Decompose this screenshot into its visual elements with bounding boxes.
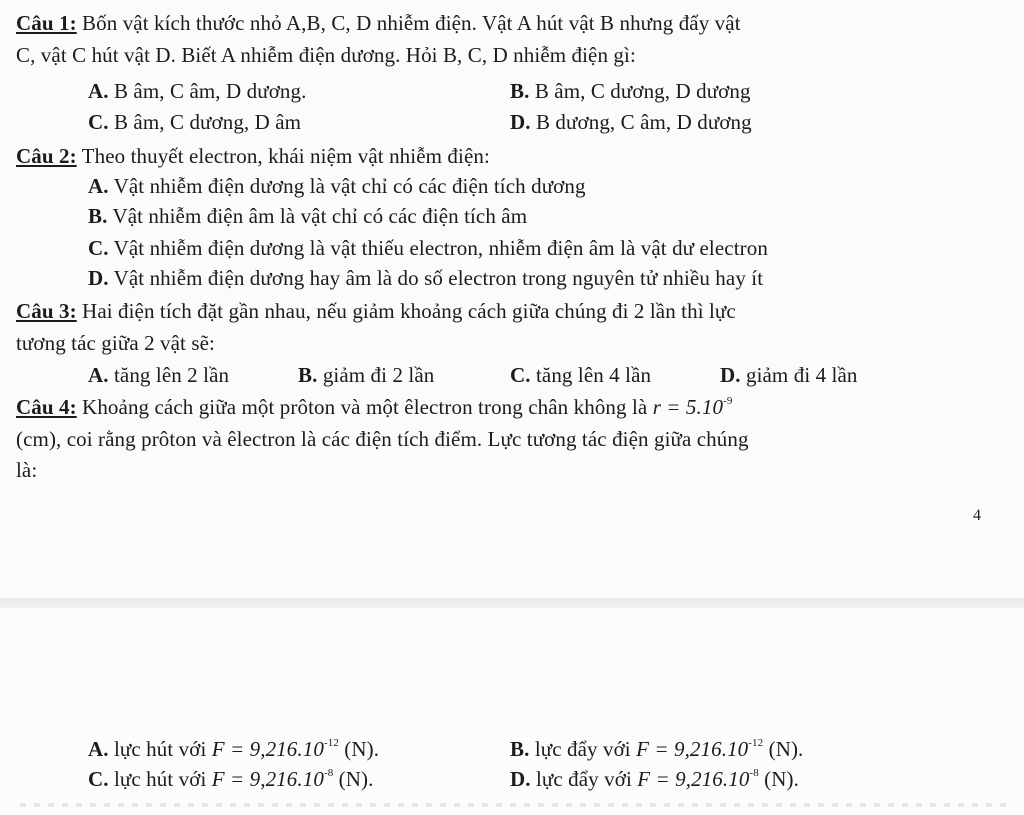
q3-option-d-label: D. xyxy=(720,363,741,387)
q1-option-c xyxy=(88,109,301,135)
q1-option-b xyxy=(510,78,751,104)
q4-option-b-label: B. xyxy=(510,737,530,761)
q1-label: Câu 1: xyxy=(16,11,77,35)
q2-option-c-text: Vật nhiễm điện dương là vật thiếu electron, nhiễm điện âm là vật dư electron xyxy=(108,236,768,260)
q3-option-c-text: tăng lên 4 lần xyxy=(530,363,652,387)
q2-option-a-label: A. xyxy=(88,174,109,198)
q1-option-d-text: B dương, C âm, D dương xyxy=(530,110,752,134)
q1-option-d xyxy=(510,109,752,135)
q3-line-1 xyxy=(16,298,736,324)
q4-line-1 xyxy=(16,394,732,420)
q4-option-b-exponent: -12 xyxy=(748,737,764,749)
q2-option-d xyxy=(88,265,763,291)
q1-line-2 xyxy=(16,42,636,68)
q4-label: Câu 4: xyxy=(16,395,77,419)
q4-option-b-unit: (N). xyxy=(763,737,804,761)
q4-option-c-text: lực hút với xyxy=(108,767,212,791)
q3-option-b xyxy=(298,362,434,388)
q4-option-b xyxy=(510,736,803,762)
q1-option-a xyxy=(88,78,306,104)
q4-option-c-exponent: -8 xyxy=(323,767,334,779)
q3-option-a-label: A. xyxy=(88,363,109,387)
q4-option-d-value: F = 9,216.10 xyxy=(637,767,750,791)
q3-line-2 xyxy=(16,330,215,356)
q4-option-b-value: F = 9,216.10 xyxy=(636,737,749,761)
q1-line-1 xyxy=(16,10,741,36)
q3-option-c-label: C. xyxy=(510,363,531,387)
page-number: 4 xyxy=(973,507,981,524)
q4-option-b-text: lực đẩy với xyxy=(529,737,637,761)
q2-option-c xyxy=(88,235,768,261)
q4-r-expression: r = 5.10 xyxy=(652,395,724,419)
q1-option-d-label: D. xyxy=(510,110,531,134)
q1-text-2: C, vật C hút vật D. Biết A nhiễm điện dương. Hỏi B, C, D nhiễm điện gì: xyxy=(16,43,636,67)
q1-option-b-text: B âm, C dương, D dương xyxy=(529,79,751,103)
q3-option-b-label: B. xyxy=(298,363,318,387)
q4-option-a-text: lực hút với xyxy=(108,737,212,761)
q2-text: Theo thuyết electron, khái niệm vật nhiễm điện: xyxy=(76,144,490,168)
q3-option-d-text: giảm đi 4 lần xyxy=(740,363,858,387)
q3-label: Câu 3: xyxy=(16,299,77,323)
q3-option-c xyxy=(510,362,651,388)
q2-option-d-label: D. xyxy=(88,266,109,290)
q4-text-1: Khoảng cách giữa một prôton và một êlectron trong chân không là xyxy=(76,395,653,419)
q4-option-c-label: C. xyxy=(88,767,109,791)
q2-option-a xyxy=(88,173,586,199)
q2-option-c-label: C. xyxy=(88,236,109,260)
q4-option-d-exponent: -8 xyxy=(749,767,759,779)
q4-option-a-value: F = 9,216.10 xyxy=(211,737,324,761)
q2-line-1 xyxy=(16,143,490,169)
cut-off-next-line xyxy=(20,803,1010,807)
q1-text-1: Bốn vật kích thước nhỏ A,B, C, D nhiễm điện. Vật A hút vật B nhưng đẩy vật xyxy=(76,11,741,35)
q4-line-2 xyxy=(16,426,749,452)
q4-option-d-unit: (N). xyxy=(758,767,799,791)
q3-option-b-text: giảm đi 2 lần xyxy=(317,363,435,387)
q1-option-c-label: C. xyxy=(88,110,109,134)
q2-option-b xyxy=(88,203,527,229)
q4-option-d-text: lực đẩy với xyxy=(530,767,638,791)
q4-option-c-unit: (N). xyxy=(333,767,374,791)
q4-option-a-exponent: -12 xyxy=(323,737,339,749)
q4-r-exponent: -9 xyxy=(723,395,733,407)
q4-option-a-label: A. xyxy=(88,737,109,761)
q3-text-1: Hai điện tích đặt gần nhau, nếu giảm khoảng cách giữa chúng đi 2 lần thì lực xyxy=(76,299,736,323)
q4-option-d xyxy=(510,766,799,792)
q2-label: Câu 2: xyxy=(16,144,77,168)
q3-text-2: tương tác giữa 2 vật sẽ: xyxy=(16,331,215,355)
q4-text-2: (cm), coi rằng prôton và êlectron là các điện tích điểm. Lực tương tác điện giữa chúng xyxy=(16,427,749,451)
q2-option-d-text: Vật nhiễm điện dương hay âm là do số electron trong nguyên tử nhiều hay ít xyxy=(108,266,764,290)
q4-text-3: là: xyxy=(16,458,38,482)
q4-option-c-value: F = 9,216.10 xyxy=(211,767,324,791)
q4-option-c xyxy=(88,766,373,792)
q2-option-b-label: B. xyxy=(88,204,108,228)
q4-option-a xyxy=(88,736,379,762)
q2-option-a-text: Vật nhiễm điện dương là vật chỉ có các điện tích dương xyxy=(108,174,586,198)
q3-option-a-text: tăng lên 2 lần xyxy=(108,363,230,387)
q4-option-a-unit: (N). xyxy=(338,737,380,761)
q1-option-a-text: B âm, C âm, D dương. xyxy=(108,79,307,103)
q3-option-a xyxy=(88,362,229,388)
q4-line-3 xyxy=(16,457,37,483)
q4-option-d-label: D. xyxy=(510,767,531,791)
q2-option-b-text: Vật nhiễm điện âm là vật chỉ có các điện tích âm xyxy=(107,204,528,228)
q1-option-b-label: B. xyxy=(510,79,530,103)
q1-option-c-text: B âm, C dương, D âm xyxy=(108,110,302,134)
q1-option-a-label: A. xyxy=(88,79,109,103)
q3-option-d xyxy=(720,362,858,388)
